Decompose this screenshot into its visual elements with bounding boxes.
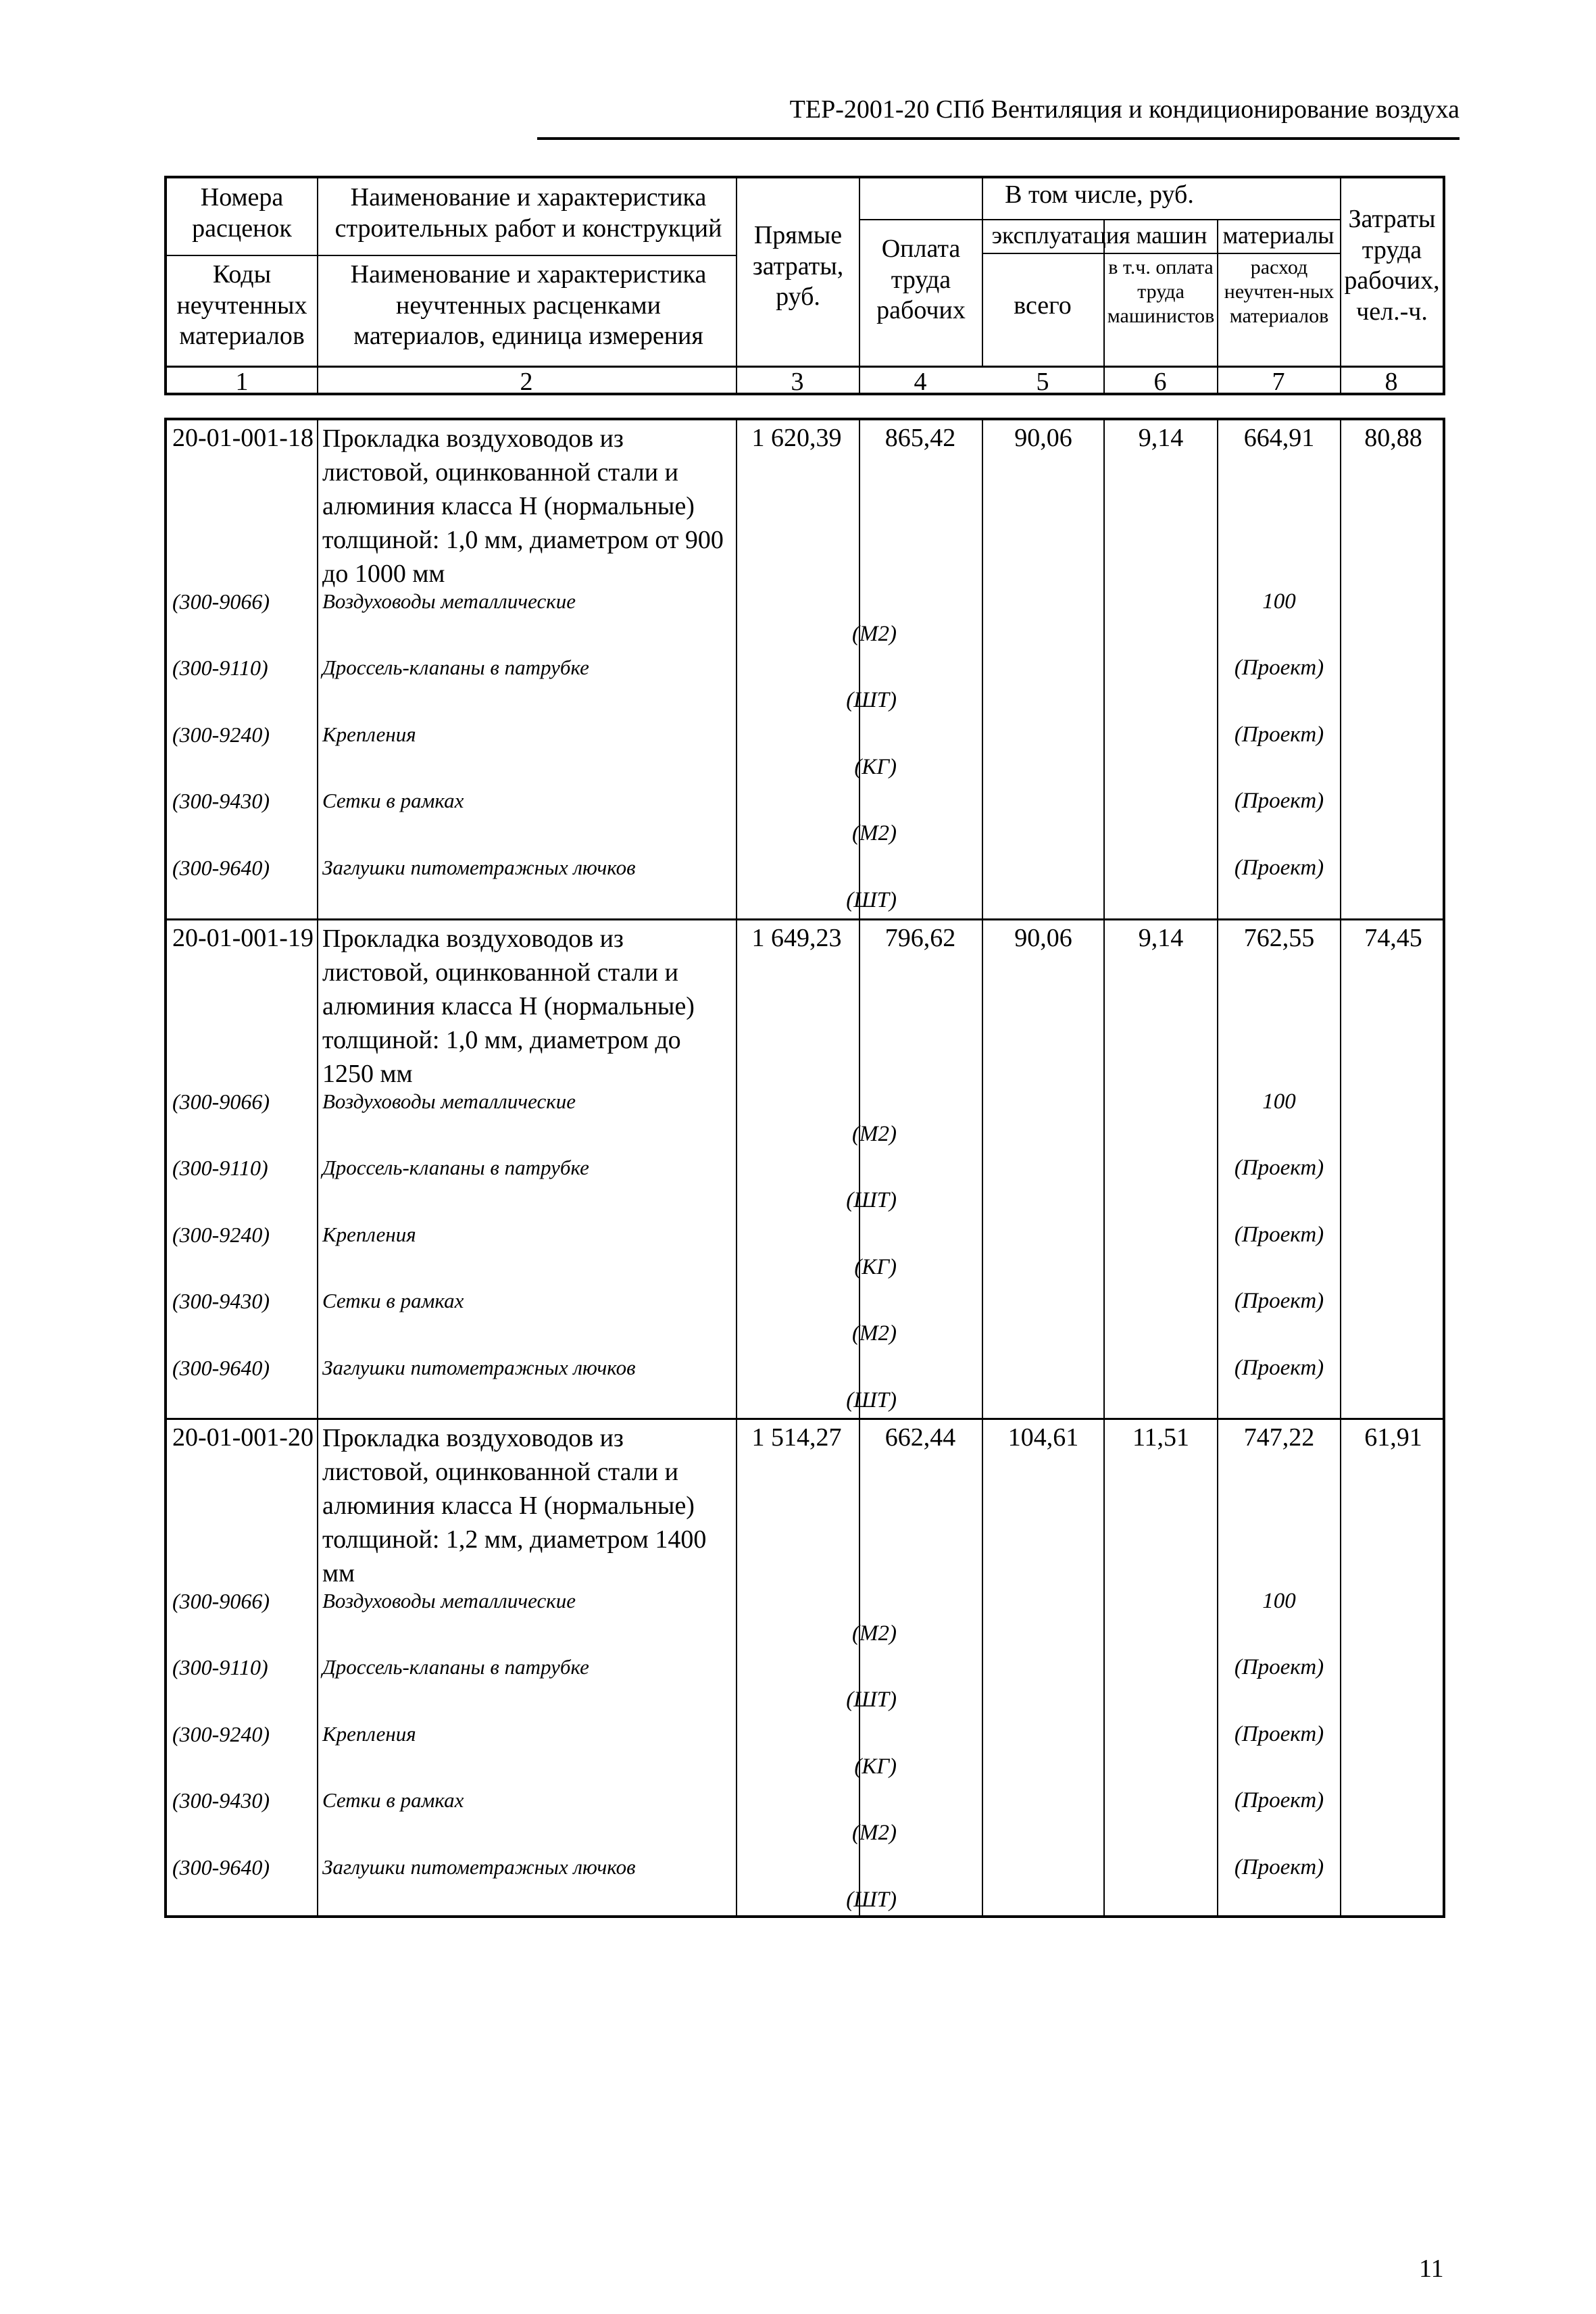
material-unit: (КГ)	[854, 1255, 897, 1279]
material-usage-value: 100	[1262, 1589, 1296, 1613]
material-code: (300-9110)	[172, 656, 268, 680]
material-code: (300-9430)	[172, 1289, 270, 1313]
material-unit: (М2)	[852, 1122, 897, 1146]
material-code: (300-9430)	[172, 1788, 270, 1813]
material-code: (300-9640)	[172, 1356, 270, 1380]
header-col-number: 1	[235, 368, 249, 396]
material-unit: (М2)	[852, 1621, 897, 1646]
row-divider	[167, 1418, 1443, 1420]
header-labor-hours: Затраты труда рабочих, чел.-ч.	[1344, 205, 1440, 326]
table-header	[164, 176, 1445, 395]
work-description: Прокладка воздуховодов из листовой, оцинкованной стали и алюминия класса Н (нормальные) толщиной: 1,2 мм, диаметром 1400 мм	[322, 1424, 707, 1587]
material-unit: (М2)	[852, 1321, 897, 1346]
material-unit: (ШТ)	[846, 888, 897, 912]
material-usage-value: (Проект)	[1234, 1289, 1324, 1313]
header-col-number: 5	[1036, 368, 1049, 396]
material-name: Крепления	[322, 1722, 416, 1746]
header-group: В том числе, руб.	[1005, 180, 1194, 209]
material-name: Сетки в рамках	[322, 1788, 464, 1812]
rate-code: 20-01-001-20	[172, 1423, 314, 1452]
labor-pay-value: 796,62	[884, 924, 956, 952]
material-code: (300-9640)	[172, 856, 270, 880]
material-code: (300-9066)	[172, 1089, 270, 1114]
material-usage-value: (Проект)	[1234, 856, 1324, 880]
direct-costs-value: 1 649,23	[751, 924, 842, 952]
header-material-name: Наименование и характеристика неучтенных расценками материалов, единица измерения	[350, 260, 707, 351]
material-unit: (КГ)	[854, 755, 897, 779]
material-unit: (ШТ)	[846, 1388, 897, 1412]
material-name: Дроссель-клапаны в патрубке	[322, 656, 589, 679]
material-name: Сетки в рамках	[322, 789, 464, 812]
divider	[736, 420, 737, 1915]
material-code: (300-9240)	[172, 1223, 270, 1247]
header-work-name: Наименование и характеристика строительных работ и конструкций	[334, 183, 722, 243]
material-unit: (КГ)	[854, 1754, 897, 1779]
page-number: 11	[1419, 2255, 1444, 2283]
material-unit: (ШТ)	[846, 1688, 897, 1712]
header-col-number: 4	[914, 368, 927, 396]
material-name: Крепления	[322, 1223, 416, 1246]
material-code: (300-9110)	[172, 1156, 268, 1180]
machinist-pay-value: 9,14	[1138, 924, 1184, 952]
material-unit: (М2)	[852, 821, 897, 845]
labor-pay-value: 662,44	[884, 1423, 956, 1452]
material-code: (300-9066)	[172, 1589, 270, 1613]
direct-costs-value: 1 514,27	[751, 1423, 842, 1452]
material-name: Дроссель-клапаны в патрубке	[322, 1655, 589, 1679]
material-usage-value: 100	[1262, 589, 1296, 614]
material-usage-value: (Проект)	[1234, 789, 1324, 813]
materials-value: 664,91	[1243, 424, 1315, 452]
rates-table	[164, 418, 1445, 1918]
machines-total-value: 90,06	[1014, 924, 1072, 952]
divider	[859, 219, 1340, 220]
material-usage-value: (Проект)	[1234, 1788, 1324, 1813]
material-usage-value: (Проект)	[1234, 1356, 1324, 1380]
machines-total-value: 104,61	[1007, 1423, 1079, 1452]
material-usage-value: (Проект)	[1234, 1722, 1324, 1746]
material-code: (300-9430)	[172, 789, 270, 813]
material-name: Дроссель-клапаны в патрубке	[322, 1156, 589, 1179]
divider	[317, 255, 736, 256]
material-code: (300-9640)	[172, 1855, 270, 1879]
material-name: Воздуховоды металлические	[322, 589, 576, 613]
material-usage-value: (Проект)	[1234, 1156, 1324, 1180]
header-material-codes: Коды неучтенных материалов	[176, 260, 307, 351]
material-code: (300-9240)	[172, 1722, 270, 1746]
divider	[982, 253, 1340, 254]
material-usage-value: (Проект)	[1234, 1855, 1324, 1879]
direct-costs-value: 1 620,39	[751, 424, 842, 452]
divider	[1103, 420, 1105, 1915]
materials-value: 762,55	[1243, 924, 1315, 952]
header-col-number: 8	[1385, 368, 1398, 396]
divider	[736, 178, 737, 393]
header-rate-numbers: Номера расценок	[192, 183, 292, 243]
title-underline	[537, 137, 1460, 140]
material-name: Заглушки питометражных лючков	[322, 856, 636, 879]
header-machine-operation: эксплуатация машин	[991, 222, 1207, 249]
machinist-pay-value: 9,14	[1138, 424, 1184, 452]
header-col-number: 6	[1153, 368, 1167, 396]
document-title: ТЕР-2001-20 СПб Вентиляция и кондиционирование воздуха	[789, 95, 1460, 124]
machines-total-value: 90,06	[1014, 424, 1072, 452]
material-code: (300-9110)	[172, 1655, 268, 1679]
material-code: (300-9240)	[172, 722, 270, 747]
labor-pay-value: 865,42	[884, 424, 956, 452]
material-name: Сетки в рамках	[322, 1289, 464, 1312]
material-unit: (ШТ)	[846, 1888, 897, 1912]
machinist-pay-value: 11,51	[1132, 1423, 1190, 1452]
header-materials: материалы	[1222, 222, 1335, 249]
rate-code: 20-01-001-19	[172, 924, 314, 952]
header-col-number: 7	[1272, 368, 1285, 396]
rate-code: 20-01-001-18	[172, 424, 314, 452]
material-code: (300-9066)	[172, 589, 270, 614]
material-name: Крепления	[322, 722, 416, 746]
header-direct-costs: Прямые затраты, руб.	[752, 221, 844, 312]
material-unit: (ШТ)	[846, 1188, 897, 1212]
material-usage-value: (Проект)	[1234, 722, 1324, 747]
material-name: Воздуховоды металлические	[322, 1089, 576, 1113]
divider	[982, 420, 983, 1915]
material-name: Воздуховоды металлические	[322, 1589, 576, 1613]
header-col-number: 2	[520, 368, 533, 396]
header-col-number: 3	[791, 368, 804, 396]
work-description: Прокладка воздуховодов из листовой, оцинкованной стали и алюминия класса Н (нормальные) толщиной: 1,0 мм, диаметром от 900 до 1000 мм	[322, 424, 724, 588]
header-labor-pay: Оплата труда рабочих	[876, 235, 966, 325]
header-machines-total: всего	[1014, 291, 1072, 320]
work-description: Прокладка воздуховодов из листовой, оцинкованной стали и алюминия класса Н (нормальные) толщиной: 1,0 мм, диаметром до 1250 мм	[322, 925, 695, 1088]
material-usage-value: (Проект)	[1234, 656, 1324, 680]
header-machinist-pay: в т.ч. оплата труда машинистов	[1107, 256, 1215, 327]
material-name: Заглушки питометражных лючков	[322, 1855, 636, 1879]
labor-hours-value: 61,91	[1364, 1423, 1422, 1452]
divider	[1340, 420, 1341, 1915]
header-material-usage: расход неучтен-ных материалов	[1224, 256, 1335, 327]
materials-value: 747,22	[1243, 1423, 1315, 1452]
material-unit: (ШТ)	[846, 688, 897, 712]
divider	[317, 178, 318, 393]
material-name: Заглушки питометражных лючков	[322, 1356, 636, 1379]
divider	[167, 255, 317, 256]
material-unit: (М2)	[852, 1821, 897, 1845]
material-usage-value: (Проект)	[1234, 1223, 1324, 1247]
labor-hours-value: 80,88	[1364, 424, 1422, 452]
material-usage-value: 100	[1262, 1089, 1296, 1114]
row-divider	[167, 918, 1443, 920]
material-usage-value: (Проект)	[1234, 1655, 1324, 1679]
labor-hours-value: 74,45	[1364, 924, 1422, 952]
material-unit: (М2)	[852, 622, 897, 646]
